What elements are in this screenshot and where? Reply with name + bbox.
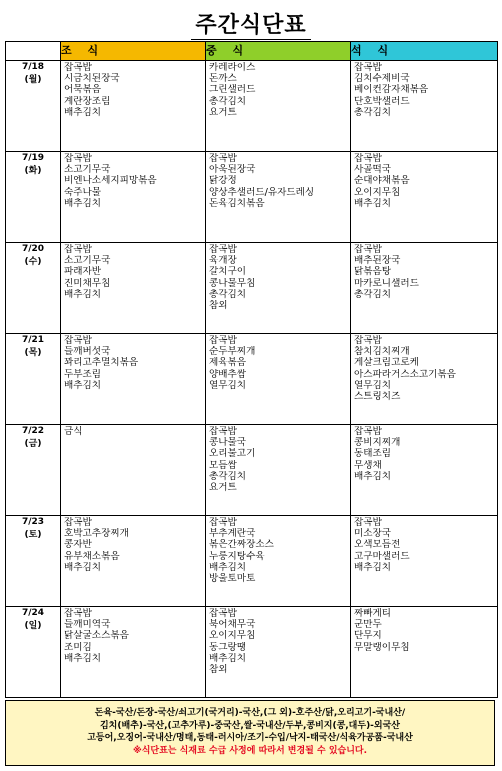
menu-item: 양상추샐러드/유자드레싱 [209, 186, 315, 198]
menu-item: 잡곡밥 [354, 244, 382, 255]
day-date: 7/18 [21, 62, 45, 72]
breakfast-cell [61, 243, 206, 334]
day-weekday: (금) [24, 439, 42, 449]
menu-item: 잡곡밥 [64, 335, 92, 346]
day-date: 7/20 [21, 244, 45, 254]
breakfast-cell [61, 334, 206, 425]
menu-item: 총각김치 [209, 470, 247, 482]
menu-item: 고구마샐러드 [354, 550, 410, 562]
menu-item: 꽈리고추멸치볶음 [64, 357, 139, 369]
header-corner [6, 42, 61, 61]
day-date: 7/22 [21, 426, 45, 436]
breakfast-cell [61, 607, 206, 698]
menu-item: 배추김치 [209, 652, 247, 664]
menu-item: 짜빠게티 [354, 608, 392, 619]
day-row [6, 243, 498, 334]
menu-item: 금식 [64, 426, 83, 437]
lunch-items [206, 334, 350, 391]
menu-item: 미소장국 [354, 528, 392, 540]
menu-item: 배추김치 [64, 288, 102, 300]
menu-item: 무생채 [354, 459, 382, 471]
day-label [6, 334, 61, 425]
menu-item: 돈까스 [209, 73, 237, 85]
menu-item: 파래자반 [64, 266, 102, 278]
dinner-items [351, 607, 497, 653]
breakfast-cell [61, 152, 206, 243]
menu-item: 닭볶음탕 [354, 266, 392, 278]
menu-item: 총각김치 [209, 95, 247, 107]
dinner-cell [351, 607, 498, 698]
breakfast-cell [61, 425, 206, 516]
day-weekday: (월) [24, 75, 42, 85]
menu-item: 총각김치 [209, 288, 247, 300]
dinner-items [351, 243, 497, 300]
menu-item: 잡곡밥 [354, 62, 382, 73]
dinner-cell [351, 425, 498, 516]
lunch-items [206, 152, 350, 209]
menu-item: 북어채무국 [209, 619, 256, 631]
menu-item: 카레라이스 [209, 62, 256, 73]
menu-item: 양배추쌈 [209, 368, 247, 380]
menu-item: 순두부찌개 [209, 346, 256, 358]
menu-item: 오리불고기 [209, 448, 256, 460]
dinner-cell [351, 243, 498, 334]
origin-line-1: 돈육-국산/돈장-국산/쇠고기(국거리)-국산,(그 외)-호주산/닭,오리고기-국내산/ [94, 708, 406, 718]
lunch-cell [206, 152, 351, 243]
day-label [6, 243, 61, 334]
menu-item: 조미김 [64, 641, 92, 653]
menu-item: 잡곡밥 [209, 517, 237, 528]
menu-item: 육개장 [209, 255, 237, 267]
menu-item: 동태조림 [354, 448, 392, 460]
menu-item: 콩나물국 [209, 437, 247, 449]
dinner-items [351, 61, 497, 118]
dinner-cell [351, 334, 498, 425]
origin-notice [5, 700, 495, 766]
breakfast-items [61, 243, 205, 300]
change-warning: ※식단표는 식재료 수급 사정에 따라서 변경될 수 있습니다. [132, 745, 368, 756]
menu-item: 잡곡밥 [64, 517, 92, 528]
breakfast-items [61, 516, 205, 573]
origin-line-2: 김치(배추)-국산,(고추가루)-중국산,쌀-국내산/두부,콩비지(콩,대두)-외국산 [99, 720, 401, 731]
breakfast-items [61, 152, 205, 209]
menu-item: 볶은간짜장소스 [209, 539, 274, 551]
dinner-items [351, 425, 497, 482]
dinner-cell [351, 516, 498, 607]
menu-item: 요거트 [209, 106, 237, 118]
menu-item: 누룽지탕수육 [209, 550, 265, 562]
menu-item: 아욱된장국 [209, 164, 256, 176]
breakfast-items [61, 607, 205, 664]
dinner-items [351, 334, 497, 402]
menu-item: 베이컨감자채볶음 [354, 84, 429, 96]
breakfast-cell [61, 61, 206, 152]
day-row [6, 334, 498, 425]
menu-item: 열무김치 [209, 379, 247, 391]
menu-item: 배추김치 [64, 379, 102, 391]
menu-item: 잡곡밥 [209, 608, 237, 619]
header-row [6, 42, 498, 61]
lunch-cell [206, 425, 351, 516]
menu-item: 배추김치 [64, 106, 102, 118]
day-weekday: (수) [24, 257, 42, 267]
menu-item: 계란장조림 [64, 95, 111, 107]
menu-item: 잡곡밥 [64, 608, 92, 619]
menu-item: 김치수제비국 [354, 73, 410, 85]
day-weekday: (토) [24, 530, 42, 540]
lunch-cell [206, 243, 351, 334]
lunch-items [206, 425, 350, 493]
lunch-items [206, 516, 350, 584]
day-row [6, 152, 498, 243]
menu-item: 들깨버섯국 [64, 346, 111, 358]
menu-item: 배추김치 [64, 652, 102, 664]
menu-item: 시금치된장국 [64, 73, 120, 85]
menu-item: 배추김치 [209, 561, 247, 573]
day-date: 7/21 [21, 335, 45, 345]
page-title: 주간식단표 [0, 8, 502, 39]
day-row [6, 607, 498, 698]
lunch-cell [206, 334, 351, 425]
menu-item: 갈치구이 [209, 266, 247, 278]
breakfast-cell [61, 516, 206, 607]
dinner-cell [351, 152, 498, 243]
menu-item: 총각김치 [354, 106, 392, 118]
menu-item: 그린샐러드 [209, 84, 256, 96]
menu-item: 배추김치 [354, 561, 392, 573]
menu-item: 잡곡밥 [209, 244, 237, 255]
day-row [6, 425, 498, 516]
menu-item: 배추김치 [354, 470, 392, 482]
header-lunch: 중 식 [206, 42, 351, 61]
menu-item: 부추계란국 [209, 528, 256, 540]
lunch-items [206, 607, 350, 675]
menu-item: 잡곡밥 [64, 62, 92, 73]
menu-item: 잡곡밥 [209, 426, 237, 437]
menu-item: 방울토마토 [209, 573, 256, 585]
lunch-cell [206, 607, 351, 698]
menu-item: 닭강정 [209, 175, 237, 187]
menu-item: 잡곡밥 [354, 517, 382, 528]
day-date: 7/19 [21, 153, 45, 163]
menu-item: 잡곡밥 [64, 153, 92, 164]
lunch-items [206, 61, 350, 118]
menu-item: 잡곡밥 [209, 335, 237, 346]
menu-item: 잡곡밥 [354, 426, 382, 437]
menu-item: 사골떡국 [354, 164, 392, 176]
lunch-items [206, 243, 350, 311]
menu-item: 콩비지찌개 [354, 437, 401, 449]
menu-item: 순대야채볶음 [354, 175, 410, 187]
dinner-items [351, 152, 497, 209]
breakfast-items [61, 61, 205, 118]
day-row [6, 516, 498, 607]
lunch-cell [206, 516, 351, 607]
day-date: 7/24 [21, 608, 45, 618]
menu-item: 동그랑땡 [209, 641, 247, 653]
menu-item: 비엔나소세지피망볶음 [64, 175, 157, 187]
menu-item: 참치김치찌개 [354, 346, 410, 358]
day-label [6, 516, 61, 607]
day-weekday: (일) [24, 621, 42, 631]
breakfast-items [61, 334, 205, 391]
menu-item: 참외 [209, 300, 228, 312]
menu-item: 참외 [209, 664, 228, 676]
breakfast-items [61, 425, 205, 437]
day-label [6, 607, 61, 698]
dinner-items [351, 516, 497, 573]
menu-item: 배추김치 [64, 197, 102, 209]
menu-item: 진미채무침 [64, 277, 111, 289]
menu-item: 군만두 [354, 619, 382, 631]
menu-item: 콩자반 [64, 539, 92, 551]
menu-item: 들깨미역국 [64, 619, 111, 631]
day-weekday: (목) [24, 348, 42, 358]
menu-item: 배추김치 [354, 197, 392, 209]
dinner-cell [351, 61, 498, 152]
menu-item: 소고기무국 [64, 164, 111, 176]
menu-item: 요거트 [209, 482, 237, 494]
day-weekday: (화) [24, 166, 42, 176]
menu-item: 스트링치즈 [354, 391, 401, 403]
menu-item: 돈육김치볶음 [209, 197, 265, 209]
day-row [6, 61, 498, 152]
menu-item: 단무지 [354, 630, 382, 642]
menu-item: 콩나물무침 [209, 277, 256, 289]
header-breakfast: 조 식 [61, 42, 206, 61]
day-label [6, 152, 61, 243]
menu-item: 무말랭이무침 [354, 641, 410, 653]
menu-item: 오색모듬전 [354, 539, 401, 551]
menu-item: 오이지무침 [354, 186, 401, 198]
menu-item: 제육볶음 [209, 357, 247, 369]
menu-item: 모듬쌈 [209, 459, 237, 471]
day-label [6, 61, 61, 152]
menu-item: 총각김치 [354, 288, 392, 300]
menu-item: 열무김치 [354, 379, 392, 391]
menu-item: 잡곡밥 [354, 153, 382, 164]
header-dinner: 석 식 [351, 42, 498, 61]
menu-item: 닭살굴소스볶음 [64, 630, 129, 642]
menu-item: 잡곡밥 [64, 244, 92, 255]
menu-item: 숙주나물 [64, 186, 102, 198]
menu-item: 게살크림고로케 [354, 357, 419, 369]
origin-line-3: 고등어,오징어-국내산/명태,동태-러시아/조기-수입/낙지-태국산/식육가공품-국내산 [87, 733, 413, 743]
menu-item: 어묵볶음 [64, 84, 102, 96]
menu-table [5, 41, 498, 698]
menu-item: 두부조림 [64, 368, 102, 380]
menu-item: 호박고추장찌개 [64, 528, 129, 540]
day-label [6, 425, 61, 516]
menu-item: 잡곡밥 [209, 153, 237, 164]
menu-item: 아스파라거스소고기볶음 [354, 368, 456, 380]
menu-item: 단호박샐러드 [354, 95, 410, 107]
menu-item: 배추김치 [64, 561, 102, 573]
menu-item: 마카로니샐러드 [354, 277, 419, 289]
menu-item: 잡곡밥 [354, 335, 382, 346]
lunch-cell [206, 61, 351, 152]
menu-item: 유부채소볶음 [64, 550, 120, 562]
menu-item: 배추된장국 [354, 255, 401, 267]
menu-item: 소고기무국 [64, 255, 111, 267]
menu-item: 오이지무침 [209, 630, 256, 642]
day-date: 7/23 [21, 517, 45, 527]
